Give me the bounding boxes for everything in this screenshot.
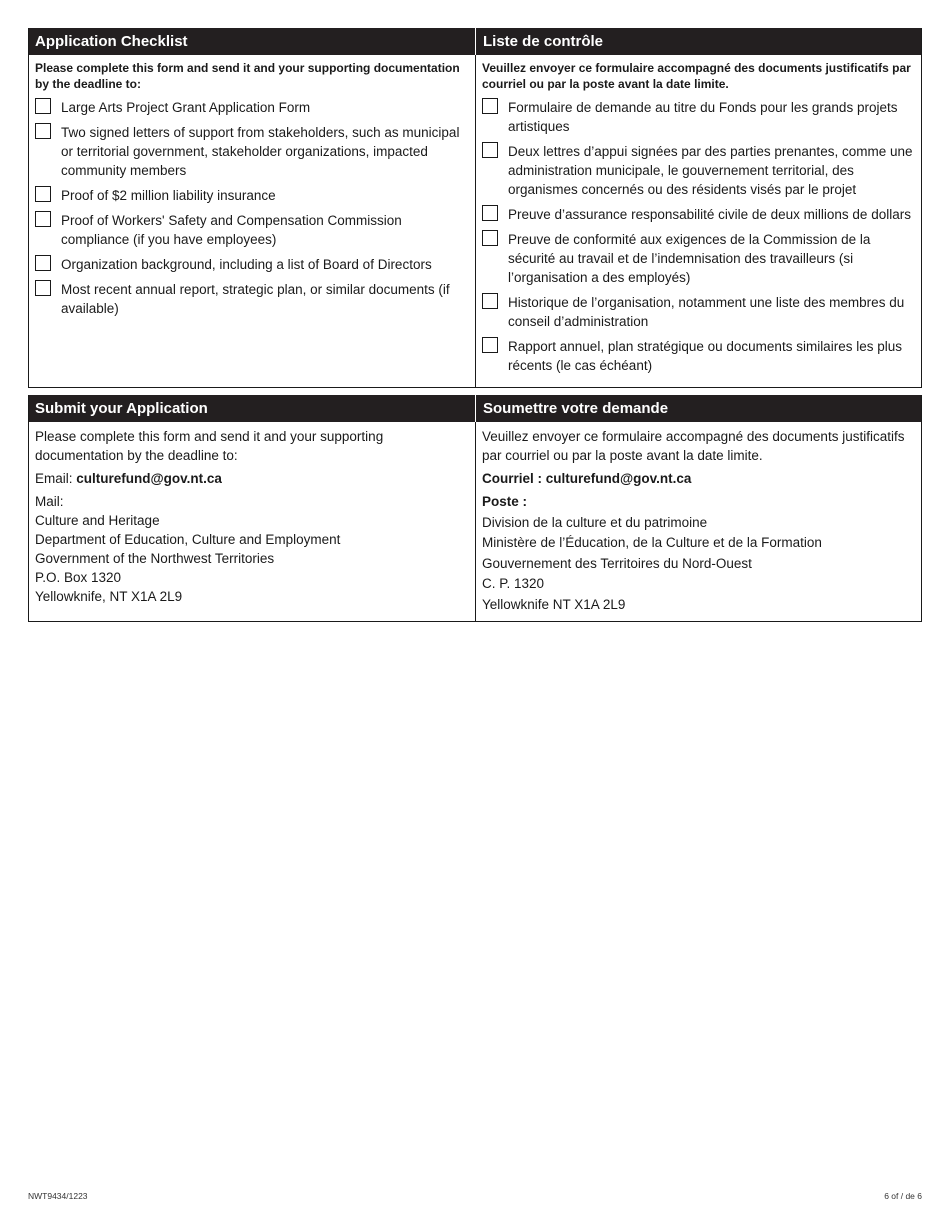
checklist-en-title: Application Checklist xyxy=(29,28,475,55)
submit-en-title: Submit your Application xyxy=(29,395,475,422)
checkbox[interactable] xyxy=(482,337,498,353)
checkbox[interactable] xyxy=(35,186,51,202)
checklist-item xyxy=(35,123,469,180)
checklist-fr-intro: Veuillez envoyer ce formulaire accompagné des documents justificatifs par courriel ou par la poste avant la date limite. xyxy=(482,61,911,91)
checklist-item xyxy=(482,98,915,136)
checklist-item xyxy=(482,205,915,224)
form-sheet xyxy=(28,28,922,622)
submit-fr xyxy=(475,395,921,621)
form-code: NWT9434/1223 xyxy=(28,1191,88,1201)
address-line: Division de la culture et du patrimoine xyxy=(482,514,708,530)
checkbox[interactable] xyxy=(482,230,498,246)
checklist-item xyxy=(482,337,915,375)
checklist-item-label: Large Arts Project Grant Application Form xyxy=(61,100,311,115)
checklist-item xyxy=(482,230,915,287)
email-line xyxy=(482,469,915,488)
checklist-item-label: Most recent annual report, strategic plan, or similar documents (if available) xyxy=(61,282,450,316)
address-line: Yellowknife, NT X1A 2L9 xyxy=(35,589,183,604)
address-line: Government of the Northwest Territories xyxy=(35,551,275,566)
checkbox[interactable] xyxy=(35,255,51,271)
mail-label: Mail: xyxy=(35,494,64,509)
checklist-fr xyxy=(475,28,921,387)
submit-section xyxy=(28,395,922,622)
checklist-item-label: Formulaire de demande au titre du Fonds pour les grands projets artistiques xyxy=(508,100,898,134)
checklist-item-label: Organization background, including a list of Board of Directors xyxy=(61,257,432,272)
checklist-item xyxy=(35,280,469,318)
page-number: 6 of / de 6 xyxy=(884,1191,922,1201)
checklist-item-label: Preuve d’assurance responsabilité civile de deux millions de dollars xyxy=(508,207,911,222)
checkbox[interactable] xyxy=(35,98,51,114)
checklist-item xyxy=(482,142,915,199)
submit-fr-title: Soumettre votre demande xyxy=(475,395,921,422)
email-label: Courriel : xyxy=(482,471,546,486)
address-line: C. P. 1320 xyxy=(482,576,545,591)
address-line: Ministère de l’Éducation, de la Culture et de la Formation xyxy=(482,535,822,550)
checkbox[interactable] xyxy=(482,98,498,114)
checklist-item-label: Two signed letters of support from stakeholders, such as municipal or territorial government, stakeholder organizations, impacted community members xyxy=(61,125,460,178)
checklist-item-label: Proof of Workers' Safety and Compensation Commission compliance (if you have employees) xyxy=(61,213,402,247)
checklist-en xyxy=(29,28,475,387)
email-line xyxy=(35,469,469,488)
checkbox[interactable] xyxy=(482,142,498,158)
checklist-item xyxy=(35,98,469,117)
address-line: Department of Education, Culture and Employment xyxy=(35,532,341,547)
checkbox[interactable] xyxy=(482,293,498,309)
checklist-item xyxy=(35,211,469,249)
checklist-item xyxy=(35,255,469,274)
checklist-en-intro: Please complete this form and send it and your supporting documentation by the deadline to: xyxy=(35,61,460,91)
checklist-item-label: Deux lettres d’appui signées par des parties prenantes, comme une administration municipale, le gouvernement territorial, des organismes concernés ou des résidents visés par le projet xyxy=(508,144,913,197)
checklist-item xyxy=(35,186,469,205)
submit-en xyxy=(29,395,475,621)
mail-label: Poste : xyxy=(482,494,528,509)
checklist-item xyxy=(482,293,915,331)
submit-fr-intro: Veuillez envoyer ce formulaire accompagné des documents justificatifs par courriel ou par la poste avant la date limite. xyxy=(482,429,905,463)
checklist-item-label: Preuve de conformité aux exigences de la Commission de la sécurité au travail et de l’indemnisation des travailleurs (si l’organisation a des employés) xyxy=(508,232,871,285)
address-line: Gouvernement des Territoires du Nord-Ouest xyxy=(482,555,752,571)
checkbox[interactable] xyxy=(35,123,51,139)
checkbox[interactable] xyxy=(482,205,498,221)
address-line: P.O. Box 1320 xyxy=(35,570,122,585)
address-line: Culture and Heritage xyxy=(35,513,160,528)
checkbox[interactable] xyxy=(35,211,51,227)
checklist-section xyxy=(28,28,922,388)
checkbox[interactable] xyxy=(35,280,51,296)
email-link[interactable]: culturefund@gov.nt.ca xyxy=(76,471,222,486)
checklist-item-label: Historique de l’organisation, notamment une liste des membres du conseil d’administration xyxy=(508,295,905,329)
email-link[interactable]: culturefund@gov.nt.ca xyxy=(545,471,692,486)
checklist-fr-title: Liste de contrôle xyxy=(475,28,921,55)
checklist-item-label: Proof of $2 million liability insurance xyxy=(61,188,276,203)
address-line: Yellowknife NT X1A 2L9 xyxy=(482,596,626,612)
email-label: Email: xyxy=(35,471,77,486)
submit-en-intro: Please complete this form and send it and your supporting documentation by the deadline to: xyxy=(35,429,384,463)
checklist-item-label: Rapport annuel, plan stratégique ou documents similaires les plus récents (le cas échéant) xyxy=(508,339,902,373)
